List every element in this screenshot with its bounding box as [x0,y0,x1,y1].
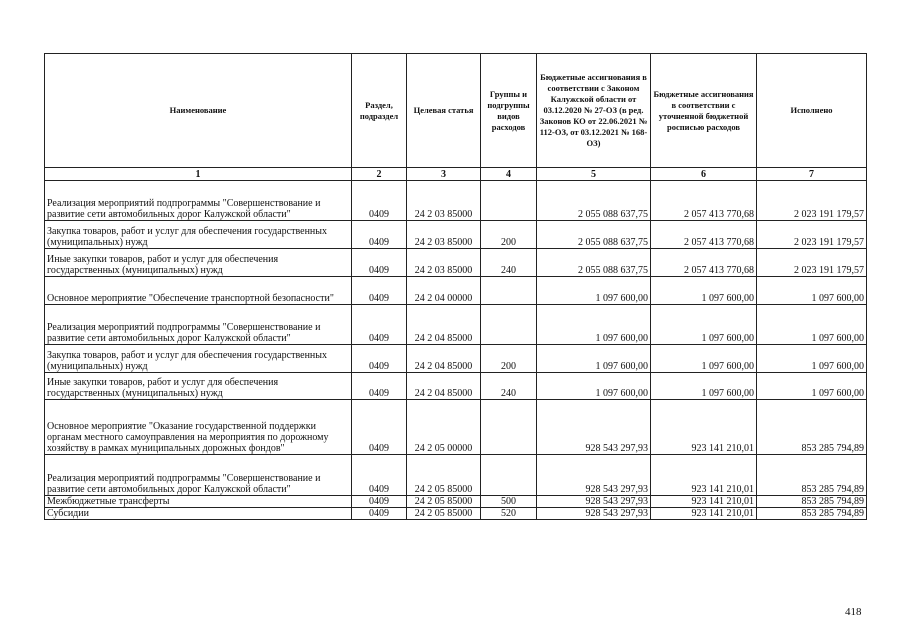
row-name: Реализация мероприятий подпрограммы "Совершенствование и развитие сети автомобильных дорог Калужской области" [45,305,352,345]
row-section: 0409 [352,221,407,249]
row-updated-amount: 1 097 600,00 [651,373,757,400]
column-number-row [45,168,867,181]
row-executed-amount: 1 097 600,00 [757,345,867,373]
row-law-amount: 928 543 297,93 [537,508,651,520]
row-target: 24 2 03 85000 [407,181,481,221]
row-group: 200 [481,221,537,249]
row-updated-amount: 1 097 600,00 [651,305,757,345]
row-updated-amount: 1 097 600,00 [651,345,757,373]
row-target: 24 2 04 85000 [407,345,481,373]
row-executed-amount: 2 023 191 179,57 [757,181,867,221]
row-name: Основное мероприятие "Оказание государственной поддержки органам местного самоуправления на мероприятия по дорожному хозяйству в рамках муниципальных дорожных фондов" [45,400,352,455]
row-group [481,181,537,221]
row-executed-amount: 1 097 600,00 [757,373,867,400]
row-executed-amount: 853 285 794,89 [757,455,867,496]
row-law-amount: 1 097 600,00 [537,277,651,305]
row-group [481,455,537,496]
row-law-amount: 2 055 088 637,75 [537,221,651,249]
row-updated-amount: 2 057 413 770,68 [651,221,757,249]
row-law-amount: 2 055 088 637,75 [537,249,651,277]
row-updated-amount: 923 141 210,01 [651,508,757,520]
table-row [45,508,867,520]
row-executed-amount: 853 285 794,89 [757,508,867,520]
row-law-amount: 1 097 600,00 [537,345,651,373]
row-law-amount: 2 055 088 637,75 [537,181,651,221]
row-target: 24 2 04 85000 [407,373,481,400]
row-section: 0409 [352,508,407,520]
column-number: 2 [352,168,407,181]
row-section: 0409 [352,345,407,373]
row-law-amount: 928 543 297,93 [537,455,651,496]
row-law-amount: 1 097 600,00 [537,373,651,400]
row-target: 24 2 05 85000 [407,496,481,508]
row-group: 520 [481,508,537,520]
row-name: Реализация мероприятий подпрограммы "Совершенствование и развитие сети автомобильных дорог Калужской области" [45,181,352,221]
row-executed-amount: 1 097 600,00 [757,305,867,345]
header-law: Бюджетные ассигнования в соответствии с Законом Калужской области от 03.12.2020 № 27-ОЗ (в ред. Законов КО от 22.06.2021 № 112-ОЗ, от 03.12.2021 № 168-ОЗ) [537,54,651,168]
header-updated: Бюджетные ассигнования в соответствии с уточненной бюджетной росписью расходов [651,54,757,168]
row-target: 24 2 03 85000 [407,249,481,277]
row-target: 24 2 03 85000 [407,221,481,249]
row-group: 240 [481,373,537,400]
row-section: 0409 [352,181,407,221]
row-group: 500 [481,496,537,508]
budget-table [44,53,867,520]
table-row [45,249,867,277]
table-row [45,373,867,400]
column-number: 6 [651,168,757,181]
row-updated-amount: 923 141 210,01 [651,400,757,455]
row-section: 0409 [352,455,407,496]
row-updated-amount: 2 057 413 770,68 [651,249,757,277]
row-target: 24 2 04 00000 [407,277,481,305]
column-number: 5 [537,168,651,181]
row-target: 24 2 05 00000 [407,400,481,455]
row-name: Субсидии [45,508,352,520]
row-executed-amount: 853 285 794,89 [757,496,867,508]
table-row [45,455,867,496]
row-target: 24 2 05 85000 [407,455,481,496]
row-target: 24 2 04 85000 [407,305,481,345]
row-section: 0409 [352,400,407,455]
row-section: 0409 [352,249,407,277]
table-row [45,496,867,508]
row-executed-amount: 2 023 191 179,57 [757,221,867,249]
row-updated-amount: 1 097 600,00 [651,277,757,305]
row-name: Закупка товаров, работ и услуг для обеспечения государственных (муниципальных) нужд [45,345,352,373]
page-number: 418 [845,606,862,618]
header-row [45,54,867,168]
row-law-amount: 928 543 297,93 [537,400,651,455]
column-number: 3 [407,168,481,181]
row-name: Реализация мероприятий подпрограммы "Совершенствование и развитие сети автомобильных дорог Калужской области" [45,455,352,496]
row-section: 0409 [352,277,407,305]
row-name: Иные закупки товаров, работ и услуг для обеспечения государственных (муниципальных) нужд [45,373,352,400]
table-row [45,305,867,345]
row-group: 200 [481,345,537,373]
header-executed: Исполнено [757,54,867,168]
row-section: 0409 [352,496,407,508]
header-groups: Группы и подгруппы видов расходов [481,54,537,168]
row-target: 24 2 05 85000 [407,508,481,520]
column-number: 7 [757,168,867,181]
header-target: Целевая статья [407,54,481,168]
row-updated-amount: 923 141 210,01 [651,455,757,496]
row-updated-amount: 2 057 413 770,68 [651,181,757,221]
row-section: 0409 [352,305,407,345]
row-executed-amount: 853 285 794,89 [757,400,867,455]
row-law-amount: 1 097 600,00 [537,305,651,345]
header-section: Раздел, подраздел [352,54,407,168]
table-row [45,221,867,249]
row-group [481,305,537,345]
row-name: Закупка товаров, работ и услуг для обеспечения государственных (муниципальных) нужд [45,221,352,249]
table-row [45,181,867,221]
row-section: 0409 [352,373,407,400]
row-group [481,400,537,455]
header-name: Наименование [45,54,352,168]
table-row [45,345,867,373]
row-executed-amount: 2 023 191 179,57 [757,249,867,277]
column-number: 1 [45,168,352,181]
row-law-amount: 928 543 297,93 [537,496,651,508]
row-name: Основное мероприятие "Обеспечение транспортной безопасности" [45,277,352,305]
row-name: Иные закупки товаров, работ и услуг для обеспечения государственных (муниципальных) нужд [45,249,352,277]
column-number: 4 [481,168,537,181]
row-name: Межбюджетные трансферты [45,496,352,508]
row-updated-amount: 923 141 210,01 [651,496,757,508]
row-executed-amount: 1 097 600,00 [757,277,867,305]
table-row [45,400,867,455]
table-row [45,277,867,305]
row-group [481,277,537,305]
row-group: 240 [481,249,537,277]
